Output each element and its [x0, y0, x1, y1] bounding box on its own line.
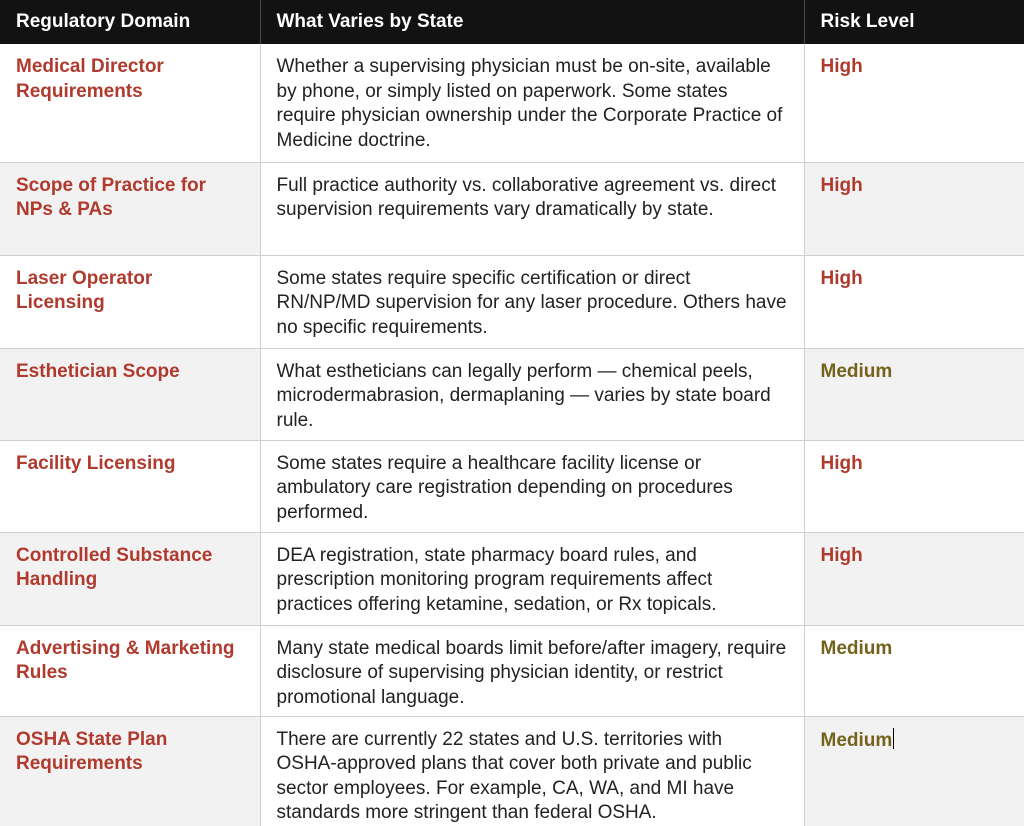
header-regulatory-domain: Regulatory Domain	[0, 0, 260, 44]
table-row	[0, 255, 1024, 348]
description-cell: Many state medical boards limit before/after imagery, require disclosure of supervising physician identity, or restrict promotional language.	[260, 625, 804, 716]
risk-cell: Medium	[804, 625, 1024, 716]
description-cell: Full practice authority vs. collaborative agreement vs. direct supervision requirements vary dramatically by state.	[260, 162, 804, 255]
risk-cell: High	[804, 44, 1024, 162]
domain-cell: Scope of Practice for NPs & PAs	[0, 162, 260, 255]
risk-cell: High	[804, 440, 1024, 532]
description-cell: Some states require a healthcare facility license or ambulatory care registration depending on procedures performed.	[260, 440, 804, 532]
description-cell: There are currently 22 states and U.S. territories with OSHA-approved plans that cover both private and public sector employees. For example, CA, WA, and MI have standards more stringent than federal OSHA.	[260, 716, 804, 826]
text-cursor	[893, 728, 894, 749]
domain-cell: Esthetician Scope	[0, 348, 260, 440]
description-cell: Whether a supervising physician must be on-site, available by phone, or simply listed on paperwork. Some states require physician ownership under the Corporate Practice of Medicine doctrine.	[260, 44, 804, 162]
domain-cell: Controlled Substance Handling	[0, 532, 260, 625]
table-row	[0, 348, 1024, 440]
table-row	[0, 716, 1024, 826]
header-what-varies: What Varies by State	[260, 0, 804, 44]
domain-cell: Facility Licensing	[0, 440, 260, 532]
table-row	[0, 440, 1024, 532]
table-row	[0, 162, 1024, 255]
description-cell: What estheticians can legally perform — chemical peels, microdermabrasion, dermaplaning — varies by state board rule.	[260, 348, 804, 440]
risk-text: Medium	[820, 729, 893, 751]
domain-cell: OSHA State Plan Requirements	[0, 716, 260, 826]
risk-cell: High	[804, 162, 1024, 255]
domain-cell: Laser Operator Licensing	[0, 255, 260, 348]
table-row	[0, 44, 1024, 162]
risk-cell: High	[804, 532, 1024, 625]
table-row	[0, 625, 1024, 716]
risk-cell: Medium	[804, 348, 1024, 440]
domain-cell: Advertising & Marketing Rules	[0, 625, 260, 716]
risk-cell: High	[804, 255, 1024, 348]
description-cell: DEA registration, state pharmacy board rules, and prescription monitoring program requirements affect practices offering ketamine, sedation, or Rx topicals.	[260, 532, 804, 625]
table-header-row	[0, 0, 1024, 44]
table-row	[0, 532, 1024, 625]
header-risk-level: Risk Level	[804, 0, 1024, 44]
risk-cell[interactable]	[804, 716, 1024, 826]
domain-cell: Medical Director Requirements	[0, 44, 260, 162]
description-cell: Some states require specific certification or direct RN/NP/MD supervision for any laser procedure. Others have no specific requirements.	[260, 255, 804, 348]
